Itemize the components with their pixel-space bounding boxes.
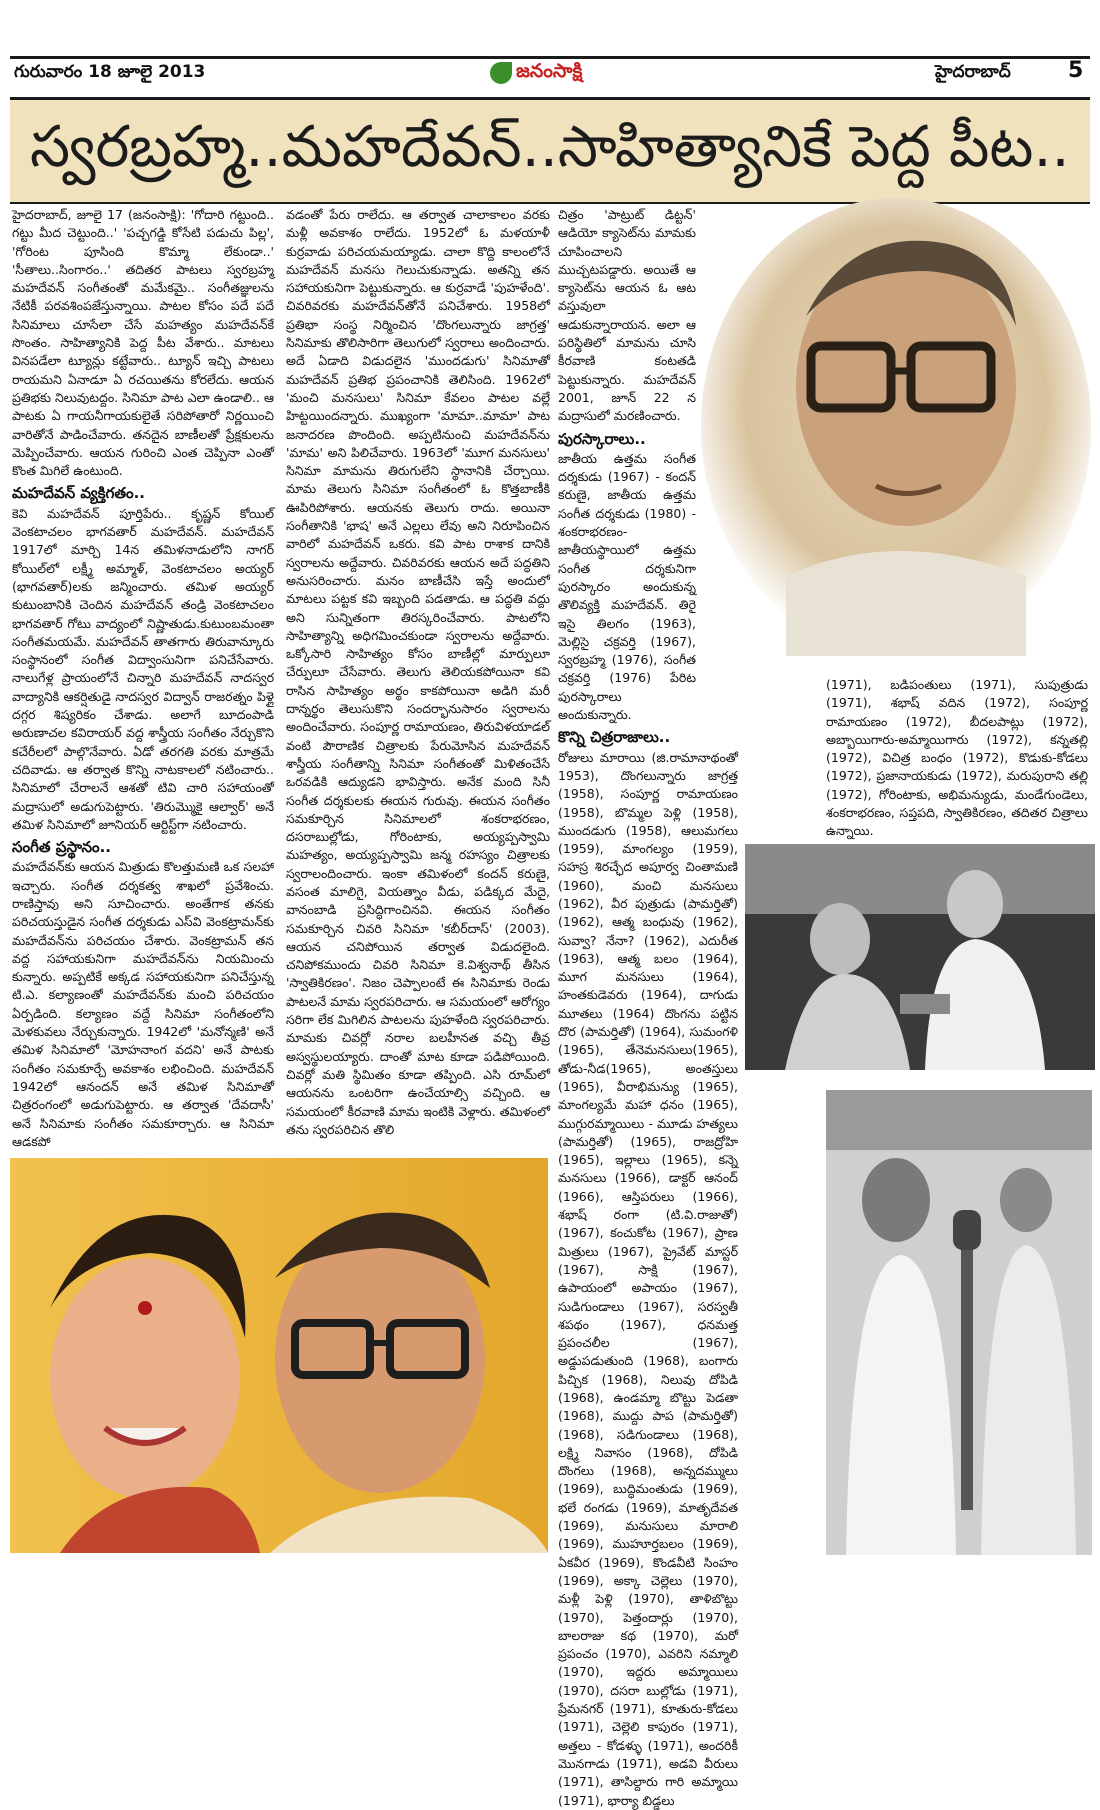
leaf-icon [490, 62, 512, 84]
article-intro: హైదరాబాద్‌, జూలై 17 (జనంసాక్షి): 'గోదారి గట్టుంది.. గట్టు మీద చెట్టుంది..' 'పచ్చగడ్డి కోసేటి పడుచు పిల్ల', 'గోరింట పూసింది కొమ్మా లేకుండా..' 'సీతాలు..సింగారం..' తదితర పాటలు స్వరబ్రహ్మ మహదేవన్‌ సంగీతంతో మమేకమై.. సంగీతజ్ఞులను నేటికీ పరవశింపజేస్తున్నాయి. పాటల కోసం పదే పదే సినిమాలు చూసేలా చేసే మహత్యం మహదేవన్‌కే సొంతం. సాహిత్యానికి పెద్ద పీట వేశారు.. మాటలు వినపడేలా ట్యూన్లు కట్టేవారు.. ట్యూన్‌ ఇచ్చి పాటలు రాయమని ఏనాడూ ఏ రచయితను కోరలేదు. ఆయన ప్రతిభకు నిలువుటద్దం. సినిమా పాట ఎలా ఉండాలి.. ఆ పాటకు ఏ గాయనీగాయకులైతే సరిపోతారో నిర్ణయించి వారితోనే పాడించేవారు. తనదైన బాణీలతో ప్రేక్షకులను మెప్పించేవారు. ఆయన గురించి ఎంత చెప్పినా ఎంతో కొంత మిగిలే ఉంటుంది. [12, 207, 274, 479]
section-heading-films: కొన్ని చిత్రరాజాలు.. [558, 728, 671, 747]
article-column-4 [826, 676, 1088, 839]
page-number: 5 [1068, 58, 1084, 83]
section-heading-personal: మహదేవన్‌ వ్యక్తిగతం.. [12, 484, 145, 503]
article-paragraph: వడంతో పేరు రాలేదు. ఆ తర్వాత చాలాకాలం వరకు మళ్లీ అవకాశం రాలేదు. 1952లో ఓ మళయాళీ కుర్రవాడు పరిచయమయ్యాడు. చాలా కొద్ది కాలంలోనే మహదేవన్‌ మనసు గెలుచుకున్నాడు. అతన్ని తన సహాయకునిగా పెట్టుకున్నారు. ఆ కుర్రవాడే 'పుహళేంది'. చివరివరకు మహదేవన్‌తోనే పనిచేశారు. 1958లో ప్రతిభా సంస్థ నిర్మించిన 'దొంగలున్నారు జాగ్రత్త' సినిమాకు తొలిసారిగా తెలుగులో స్వరాలు అందించారు. అదే ఏడాది విడుదలైన 'ముందడుగు' సినిమాతో మహదేవన్‌ ప్రతిభ ప్రపంచానికి తెలిసింది. 1962లో 'మంచి మనసులు' సినిమా కేవలం పాటల వల్లే హిట్టయిందన్నారు. ముఖ్యంగా 'మామా..మామా' పాట జనాదరణ పొందింది. అప్పటినుంచి మహదేవన్‌ను 'మామ' అని పిలిచేవారు. 1963లో 'మూగ మనసులు' సినిమా మామను తిరుగులేని స్థానానికి చేర్చాయి. మామ తెలుగు సినిమా సంగీతంలో ఓ కొత్తబాణీకి ఊపిరిపోశారు. ఆయనకు తెలుగు రాదు. అయినా సంగీతానికి 'భాష' అనే ఎల్లలు లేవు అని నిరూపించిన వారిలో మహదేవన్‌ ఒకరు. కవి పాట రాశాక దానికి స్వరాలను అద్దేవారు. చివరివరకు ఆయన అదే పద్ధతిని అనుసరించారు. మనం బాణీచేసి ఇస్తే అందులో మాటలు పట్టక కవి ఇబ్బంది పడతాడు. ఆ పద్ధతి వద్దు అని సున్నితంగా తిరస్కరించేవారు. పాటలోని సాహిత్యాన్ని అధిగమించకుండా స్వరాలను అద్దేవారు. ఒక్కోసారి సాహిత్యం కోసం బాణీల్లో మార్పులూ చేర్పులూ చేసేవారు. తెలుగు తెలియకపోయినా కవి రాసిన సాహిత్యం అర్థం కాకపోయినా అడిగి మరీ దాన్నర్థం తెలుసుకొని సందర్భానుసారం స్వరాలను అందించేవారు. సంపూర్ణ రామాయణం, తిరువిళయాడల్‌ వంటి పౌరాణిక చిత్రాలకు పేరుమోసిన మహదేవన్‌ శాస్త్రీయ సంగీతాన్ని సినిమా సంగీతంతో మిళితంచేసే ఒరవడికి ఆద్యుడని భావిస్తారు. అనేక మంది సినీ సంగీత దర్శకులకు ఈయన గురువు. ఈయన సంగీతం సమకూర్చిన సినిమాలలో శంకరాభరణం, దసరాబుల్లోడు, గోరింటాకు, అయ్యప్పస్వామి మహత్యం, అయ్యప్పస్వామి జన్మ రహస్యం చిత్రాలకు స్వరాలందించారు. ఇంకా తమిళంలో కందన్‌ కరుణై, వసంత మాలిగై, వియత్నాం వీడు, పడిక్కద మేదై, వానంబాడి ప్రసిద్ధిగాంచినవి. ఈయన సంగీతం సమకూర్చిన చివరి సినిమా 'కబీర్‌దాస్‌' (2003). ఆయన చనిపోయిన తర్వాత విడుదలైంది. చనిపోకముందు చివరి సినిమా కె.విశ్వనాథ్‌ తీసిన 'స్వాతికిరణం'. నిజం చెప్పాలంటే ఈ సినిమాకు రెండు పాటలనే మామ స్వరపరిచారు. ఆ సమయంలో ఆరోగ్యం సరిగా లేక మిగిలిన పాటలను పుహళేంది స్వరపరిచారు. మామకు చివర్లో నరాల బలహీనత వచ్చి తీవ్ర అస్వస్థులయ్యారు. దాంతో మాట కూడా పడిపోయింది. చివర్లో మతి స్థిమితం కూడా తప్పింది. ఎసి రూమ్‌లో ఆయనను ఒంటరిగా ఉంచేయాల్సి వచ్చింది. ఆ సమయంలో కీరవాణి మామ ఇంటికి వెళ్లారు. తమిళంలో తను స్వరపరిచిన తొలి [286, 207, 550, 1137]
article-column-2 [286, 206, 550, 1137]
headline: స్వరబ్రహ్మ..మహదేవన్..సాహిత్యానికే పెద్ద పీట.. [30, 114, 1070, 180]
mahadevan-portrait-photo [696, 196, 1096, 656]
edition-city: హైదరాబాద్ [935, 62, 1011, 82]
recording-studio-photo [826, 1090, 1092, 1555]
couple-portrait-photo [10, 1158, 548, 1553]
article-paragraph: మహదేవన్‌కు ఆయన మిత్రుడు కొలత్తుమణి ఒక సలహా ఇచ్చారు. సంగీత దర్శకత్వ శాఖలో ప్రవేశించు. రాణిస్తావు అని సూచించారు. అంతేగాక తనకు పరిచయస్తుడైన సంగీత దర్శకుడు ఎస్‌వి వెంకట్రామన్‌కు మహదేవన్‌ను పరిచయం చేశారు. వెంకట్రామన్‌ తన వద్ద సహాయకునిగా మహదేవన్‌ను నియమించు కున్నారు. అప్పటికే అక్కడ సహాయకునిగా పనిచేస్తున్న టి.ఎ. కల్యాణంతో మహదేవన్‌కు మంచి పరిచయం ఏర్పడింది. కల్యాణం వద్దే సినిమా సంగీతంలోని మెళకువలు నేర్చుకున్నారు. 1942లో 'మనోన్మణి' అనే తమిళ సినిమాలో 'మోహనాంగ వదని' అనే పాటకు సంగీతం సమకూర్చే అవకాశం లభించింది. మహదేవన్‌ 1942లో ఆనందన్‌ అనే తమిళ సినిమాతో చిత్రరంగంలో అడుగుపెట్టారు. ఆ తర్వాత 'దేవదాసీ' అనే సినిమాకు సంగీతం సమకూర్చారు. ఆ సినిమా ఆడకపో [12, 859, 274, 1149]
newspaper-logo [490, 56, 630, 90]
section-heading-awards: పురస్కారాలు.. [558, 429, 646, 448]
logo-text: జనంసాక్షి [516, 59, 583, 82]
award-ceremony-photo [745, 844, 1095, 1070]
section-heading-career: సంగీత ప్రస్థానం.. [12, 838, 111, 857]
headline-banner [10, 97, 1090, 204]
article-paragraph: చిత్రం 'పాట్రుట్‌ డిట్టన్‌' ఆడియో క్యాసెట్‌ను మామకు చూపించాలని ముచ్చటపడ్డారు. అయితే ఆ క్యాసెట్‌ను ఆయన ఓ ఆట వస్తువులా ఆడుకున్నారాయన. అలా ఆ పరిస్థితిలో మామను చూసి కీరవాణి కంటతడి పెట్టుకున్నారు. మహదేవన్‌ 2001, జూన్‌ 22 న మద్రాసులో మరణించారు. [558, 207, 696, 424]
article-column-1 [12, 206, 274, 1149]
header-rule [10, 56, 1090, 59]
edition-date: గురువారం 18 జూలై 2013 [14, 62, 206, 82]
article-paragraph: కెవి మహదేవన్‌ పూర్తిపేరు.. కృష్ణన్‌ కోయిల్‌ వెంకటాచలం భాగవతార్‌ మహదేవన్‌. మహదేవన్‌ 1917లో మార్చి 14న తమిళనాడులోని నాగర్‌ కోయిల్‌లో లక్ష్మీ అమ్మాళ్‌, వెంకటాచలం అయ్యర్‌ (భాగవతార్‌)లకు జన్మించారు. తమిళ అయ్యర్‌ కుటుంబానికి చెందిన మహదేవన్‌ తండ్రి వెంకటాచలం భాగవతార్‌ గోటు వాద్యంలో నిష్ణాతుడు.కుటుంబమంతా సంగీతమయమే. మహదేవన్‌ తాతగారు తిరువాన్కూరు సంస్థానంలో సంగీత విద్వాంసునిగా పనిచేసేవారు. నాలుగేళ్ల ప్రాయంలోనే చిన్నారి మహదేవన్‌ నాదస్వర వాద్యానికి ఆకర్షితుడై నాదస్వర విద్వాన్‌ రాజరత్నం పిళ్లై దగ్గర శిష్యరికం చేశాడు. అలాగే బూదంపాడి అరుణాచల కవిరాయర్‌ వద్ద శాస్త్రీయ సంగీతం నేర్చుకొని కచేరీలలో పాల్గొనేవారు. ఏడో తరగతి వరకు మాత్రమే చదివాడు. ఆ తర్వాత కొన్ని నాటకాలలో నటించారు.. సినిమాలో చేరాలనే ఆశతో టివి చారి సహాయంతో మద్రాసులో అడుగుపెట్టారు. 'తిరుమ్మొకై ఆల్వార్‌' అనే తమిళ సినిమాలో జూనియర్‌ ఆర్టిస్ట్‌గా నటించారు. [12, 505, 274, 832]
film-list-continued: (1971), బడిపంతులు (1971), సుపుత్రుడు (1971), శభాష్‌ వదిన (1972), సంపూర్ణ రామాయణం (1972), బీదలపాట్లు (1972), అబ్బాయిగారు-అమ్మాయిగారు (1972), కన్నతల్లి (1972), విచిత్ర బంధం (1972), కొడుకు-కోడలు (1972), ప్రజానాయకుడు (1972), మరుపురాని తల్లి (1972), గోరింటాకు, అభిమన్యుడు, మండేగుండెలు, శంకరాభరణం, సప్తపది, స్వాతికిరణం, తదితర చిత్రాలు ఉన్నాయి. [826, 677, 1088, 839]
article-paragraph: జాతీయ ఉత్తమ సంగీత దర్శకుడు (1967) - కందన్‌ కరుణై, జాతీయ ఉత్తమ సంగీత దర్శకుడు (1980) - శంకరాభరణం- జాతీయస్థాయిలో ఉత్తమ సంగీత దర్శకునిగా పురస్కారం అందుకున్న తొలివ్యక్తి మహదేవన్‌. తిరై ఇసై తిలగం (1963), మెల్లిసై చక్రవర్తి (1967), స్వరబ్రహ్మ (1976), సంగీత చక్రవర్తి (1976) పేరిట పురస్కారాలు అందుకున్నారు. [558, 450, 696, 723]
film-list: రోజులు మారాయి (జి.రామానాథంతో 1953), దొంగలున్నారు జాగ్రత్త (1958), సంపూర్ణ రామాయణం (1958), బొమ్మల పెళ్లి (1958), ముందడుగు (1958), ఆలుమగలు (1959), మాంగల్యం (1959), సహస్ర శిరచ్ఛేద అపూర్వ చింతామణి (1960), మంచి మనసులు (1962), వీర పుత్రుడు (పామర్తితో) (1962), ఆత్మ బంధువు (1962), సువ్వా? నేనా? (1962), ఎదురీత (1963), ఆత్మ బలం (1964), మూగ మనసులు (1964), హంతకుడెవరు (1964), దాగుడు మూతలు (1964) దొంగను పట్టిన దొర (పామర్తితో) (1964), సుమంగళి (1965), తేనెమనసులు(1965), తోడు-నీడ(1965), అంతస్తులు (1965), వీరాభిమన్యు (1965), మాంగల్యమే మహా ధనం (1965), ముగ్గురమ్మాయిలు - మూడు హత్యలు (పామర్తితో) (1965), రాజద్రోహి (1965), ఇల్లాలు (1965), కన్నె మనసులు (1966), డాక్టర్‌ ఆనంద్‌ (1966), ఆస్తిపరులు (1966), శభాష్‌ రంగా (టి.వి.రాజుతో) (1967), కంచుకోట (1967), ప్రాణ మిత్రులు (1967), ప్రైవేట్‌ మాస్టర్‌ (1967), సాక్షి (1967), ఉపాయంలో అపాయం (1967), సుడిగుండాలు (1967), సరస్వతీ శపథం (1967), ధనమత్త ప్రపంచలీల (1967), అడ్డుపడుతుంది (1968), బంగారు పిచ్చిక (1968), నిలువు దోపిడి (1968), ఉండమ్మా బొట్టు పెడతా (1968), ముద్దు పాప (పామర్తితో) (1968), సడిగుండాలు (1968), లక్ష్మి నివాసం (1968), దోపిడి దొంగలు (1968), అన్నదమ్ములు (1969), బుద్ధిమంతుడు (1969), భలే రంగడు (1969), మాతృదేవత (1969), మనుసులు మారాలి (1969), ముహూర్తబలం (1969), ఏకవీర (1969), కొండవీటి సింహం (1969), అక్కా చెల్లెలు (1970), మళ్లీ పెళ్లి (1970), తాళిబొట్టు (1970), పెత్తందార్లు (1970), బాలరాజు కథ (1970), మరో ప్రపంచం (1970), ఎవరిని నమ్మాలి (1970), ఇద్దరు అమ్మాయిలు (1970), దసరా బుల్లోడు (1971), ప్రేమనగర్‌ (1971), కూతురు-కోడలు (1971), చెల్లెలి కాపురం (1971), అత్తలు - కోడళ్ళు (1971), అందరికీ మొనగాడు (1971), అడవి వీరులు (1971), తాసిల్దారు గారి అమ్మాయి (1971), భార్యా బిడ్డలు [558, 749, 738, 1808]
